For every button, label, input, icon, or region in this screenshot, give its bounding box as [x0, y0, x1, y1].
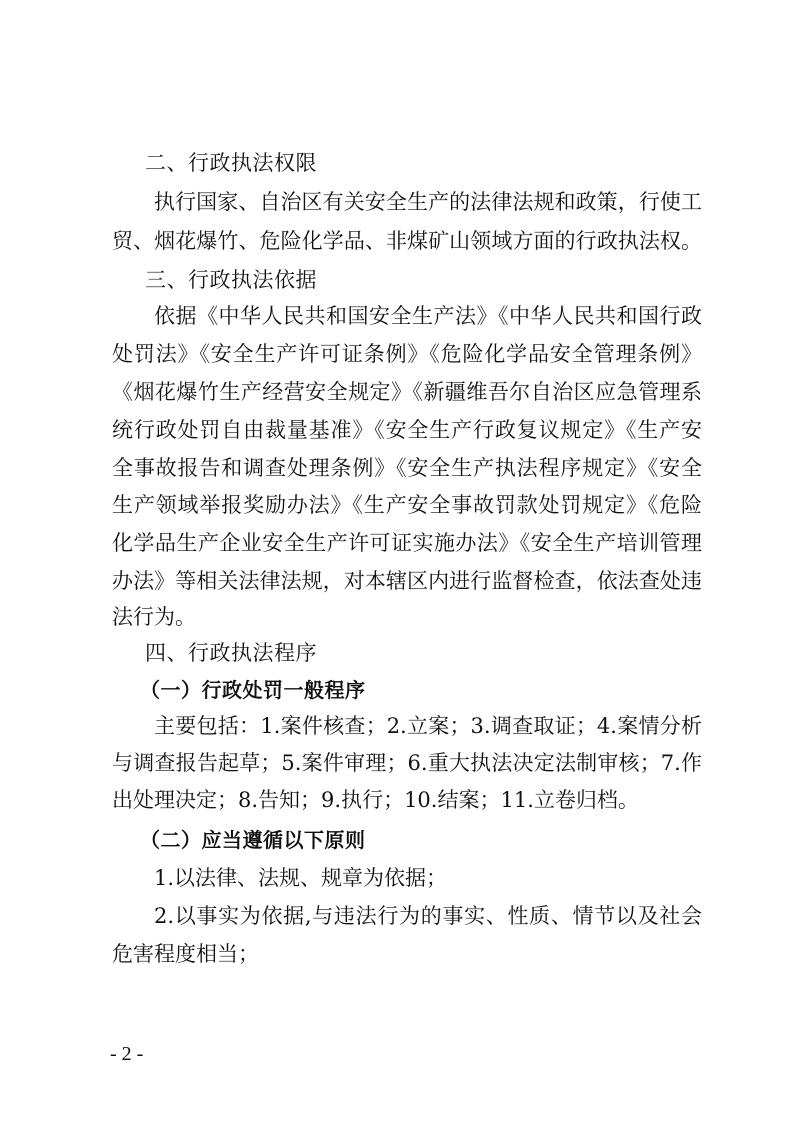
paragraph-line: 全事故报告和调查处理条例》《安全生产执法程序规定》《安全 — [112, 456, 702, 480]
list-item: 2.以事实为依据,与违法行为的事实、性质、情节以及社会 — [154, 904, 702, 928]
paragraph-line: 执行国家、自治区有关安全生产的法律法规和政策，行使工 — [154, 190, 702, 214]
paragraph-line: 法行为。 — [112, 605, 196, 629]
subsection-heading-2: （二）应当遵循以下原则 — [140, 828, 366, 852]
paragraph-line: 生产领域举报奖励办法》《生产安全事故罚款处罚规定》《危险 — [112, 493, 702, 517]
paragraph-line: 化学品生产企业安全生产许可证实施办法》《安全生产培训管理 — [112, 531, 702, 555]
paragraph-line: 与调查报告起草；5.案件审理；6.重大执法决定法制审核；7.作 — [112, 751, 702, 775]
paragraph-line: 《烟花爆竹生产经营安全规定》《新疆维吾尔自治区应急管理系 — [112, 380, 702, 404]
section-heading-2: 二、行政执法权限 — [145, 151, 317, 175]
paragraph-line: 处罚法》《安全生产许可证条例》《危险化学品安全管理条例》 — [112, 342, 702, 366]
subsection-heading-1: （一）行政处罚一般程序 — [140, 678, 366, 702]
page-number: - 2 - — [110, 1043, 144, 1065]
paragraph-line: 统行政处罚自由裁量基准》《安全生产行政复议规定》《生产安 — [112, 418, 702, 442]
list-item-continuation: 危害程度相当； — [112, 942, 259, 966]
paragraph-line: 贸、烟花爆竹、危险化学品、非煤矿山领域方面的行政执法权。 — [112, 229, 702, 253]
section-heading-3: 三、行政执法依据 — [145, 268, 317, 292]
paragraph-line: 出处理决定；8.告知；9.执行；10.结案；11.立卷归档。 — [112, 788, 639, 812]
list-item: 1.以法律、法规、规章为依据； — [154, 866, 448, 890]
paragraph-line: 主要包括：1.案件核查；2.立案；3.调查取证；4.案情分析 — [154, 714, 702, 738]
paragraph-line: 依据《中华人民共和国安全生产法》《中华人民共和国行政 — [154, 304, 702, 328]
paragraph-line: 办法》等相关法律法规，对本辖区内进行监督检查，依法查处违 — [112, 569, 702, 593]
section-heading-4: 四、行政执法程序 — [145, 641, 317, 665]
